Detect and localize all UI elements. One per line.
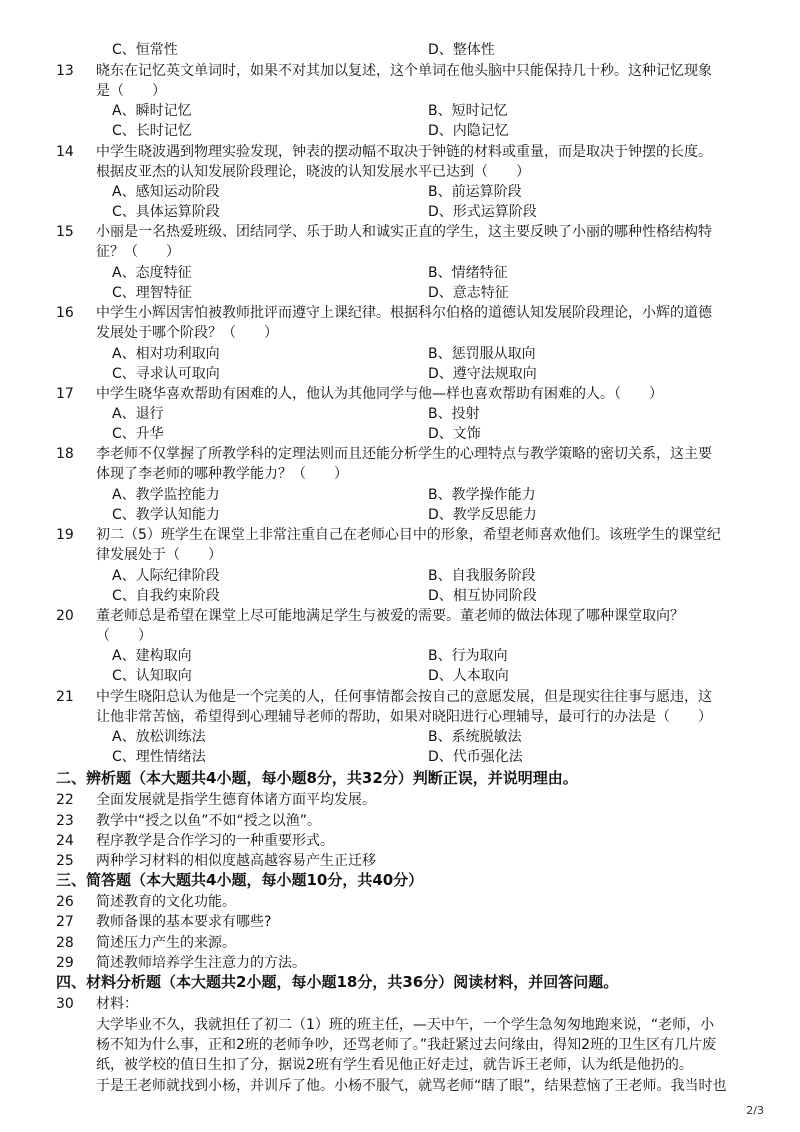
question-text-line: 教师备课的基本要求有哪些? — [96, 914, 272, 930]
option-right: D、人本取向 — [428, 668, 509, 684]
option-right: B、短时记忆 — [428, 103, 508, 119]
option-left: A、态度特征 — [112, 265, 192, 281]
option-right: D、整体性 — [428, 42, 495, 58]
option-right: D、形式运算阶段 — [428, 204, 537, 220]
question-text-line: （ ） — [96, 628, 152, 645]
option-left: C、理性情绪法 — [112, 749, 206, 765]
question-text-line: 征？（ ） — [96, 244, 180, 261]
question-number: 20 — [56, 608, 74, 624]
question-text-line: 简述教育的文化功能。 — [96, 894, 236, 910]
option-left: C、理智特征 — [112, 285, 192, 301]
question-number: 30 — [56, 996, 74, 1012]
question-number: 13 — [56, 63, 74, 79]
question-text-line: 初二（5）班学生在课堂上非常注重自己在老师心目中的形象，希望老师喜欢他们。该班学生的课堂纪 — [96, 527, 721, 543]
option-left: A、建构取向 — [112, 648, 192, 664]
question-number: 25 — [56, 853, 74, 869]
option-left: C、教学认知能力 — [112, 507, 220, 523]
option-left: C、寻求认可取向 — [112, 366, 220, 382]
question-text-line: 简述压力产生的来源。 — [96, 935, 236, 951]
question-text-line: 纸，被学校的值日生扣了分，据说2班有学生看见他正好走过，就告诉王老师，认为纸是他扔的。 — [96, 1057, 693, 1074]
question-number: 24 — [56, 833, 74, 849]
question-text-line: 李老师不仅掌握了所教学科的定理法则而且还能分析学生的心理特点与教学策略的密切关系，这主要 — [96, 446, 712, 462]
option-right: B、惩罚服从取向 — [428, 346, 536, 362]
question-text-line: 程序教学是合作学习的一种重要形式。 — [96, 833, 334, 849]
question-text-line: 大学毕业不久，我就担任了初二（1）班的班主任，—天中午，一个学生急匆匆地跑来说，“老师，小 — [96, 1017, 715, 1033]
option-right: D、内隐记忆 — [428, 123, 509, 139]
option-right: D、遵守法规取向 — [428, 366, 537, 382]
option-right: D、教学反思能力 — [428, 507, 537, 523]
option-right: B、自我服务阶段 — [428, 568, 536, 584]
option-left: C、升华 — [112, 426, 164, 442]
question-text-line: 于是王老师就找到小杨，并训斥了他。小杨不服气，就骂老师“瞎了眼”，结果惹恼了王老师。我当时也 — [96, 1077, 727, 1094]
question-text-line: 材料： — [96, 996, 138, 1012]
question-number: 26 — [56, 894, 74, 910]
option-right: B、教学操作能力 — [428, 487, 536, 503]
question-text-line: 中学生晓波遇到物理实验发现，钟表的摆动幅不取决于钟链的材料或重量，而是取决于钟摆的长度。 — [96, 144, 712, 160]
question-text-line: 中学生晓阳总认为他是一个完美的人，任何事情都会按自己的意愿发展，但是现实往往事与愿违，这 — [96, 689, 712, 705]
option-left: C、长时记忆 — [112, 123, 192, 139]
question-text-line: 中学生晓华喜欢帮助有困难的人，他认为其他同学与他—样也喜欢帮助有困难的人。（ ） — [96, 386, 663, 402]
option-left: A、教学监控能力 — [112, 487, 220, 503]
question-text-line: 晓东在记忆英文单词时，如果不对其加以复述，这个单词在他头脑中只能保持几十秒。这种记忆现象 — [96, 63, 712, 79]
option-right: D、文饰 — [428, 426, 481, 442]
option-right: B、系统脱敏法 — [428, 729, 522, 745]
question-text-line: 中学生小辉因害怕被教师批评而遵守上课纪律。根据科尔伯格的道德认知发展阶段理论，小辉的道德 — [96, 305, 712, 321]
question-text-line: 教学中“授之以鱼”不如“授之以渔”。 — [96, 813, 322, 829]
question-text-line: 小丽是一名热爱班级、团结同学、乐于助人和诚实正直的学生，这主要反映了小丽的哪种性格结构特 — [96, 224, 712, 240]
page-number: 2/3 — [746, 1104, 764, 1117]
question-number: 29 — [56, 955, 74, 971]
section-heading: 二、辨析题（本大题共4小题，每小题8分，共32分）判断正误，并说明理由。 — [56, 769, 578, 787]
option-left: A、人际纪律阶段 — [112, 568, 220, 584]
option-left: A、相对功利取向 — [112, 346, 220, 362]
option-left: A、退行 — [112, 406, 164, 422]
option-right: B、前运算阶段 — [428, 184, 522, 200]
question-number: 22 — [56, 792, 74, 808]
question-number: 28 — [56, 935, 74, 951]
section-heading: 三、简答题（本大题共4小题，每小题10分，共40分） — [56, 871, 424, 889]
question-number: 27 — [56, 914, 74, 930]
question-number: 16 — [56, 305, 74, 321]
question-number: 21 — [56, 689, 74, 705]
question-text-line: 董老师总是希望在课堂上尽可能地满足学生与被爱的需要。董老师的做法体现了哪种课堂取向？ — [96, 608, 684, 624]
question-text-line: 简述教师培养学生注意力的方法。 — [96, 955, 306, 971]
option-right: D、相互协同阶段 — [428, 588, 537, 604]
question-number: 14 — [56, 144, 74, 160]
option-left: A、放松训练法 — [112, 729, 206, 745]
question-number: 15 — [56, 224, 74, 240]
question-text-line: 是（ ） — [96, 83, 166, 100]
option-left: C、自我约束阶段 — [112, 588, 220, 604]
section-heading: 四、材料分析题（本大题共2小题，每小题18分，共36分）阅读材料，并回答问题。 — [56, 973, 619, 991]
question-number: 17 — [56, 386, 74, 402]
question-number: 23 — [56, 813, 74, 829]
option-left: C、恒常性 — [112, 42, 178, 58]
question-number: 19 — [56, 527, 74, 543]
option-right: B、情绪特征 — [428, 265, 508, 281]
question-text-line: 体现了李老师的哪种教学能力？（ ） — [96, 466, 348, 483]
question-text-line: 杨不知为什么事，正和2班的老师争吵，还骂老师了。”我赶紧过去问缘由，得知2班的卫生区有几片废 — [96, 1037, 717, 1054]
option-right: D、代币强化法 — [428, 749, 523, 765]
question-text-line: 根据皮亚杰的认知发展阶段理论，晓波的认知发展水平已达到（ ） — [96, 164, 530, 181]
question-text-line: 发展处于哪个阶段？（ ） — [96, 325, 278, 342]
question-text-line: 律发展处于（ ） — [96, 547, 222, 564]
question-text-line: 全面发展就是指学生德育体诸方面平均发展。 — [96, 792, 376, 808]
option-left: C、认知取向 — [112, 668, 192, 684]
option-left: C、具体运算阶段 — [112, 204, 220, 220]
option-right: B、行为取向 — [428, 648, 508, 664]
option-left: A、感知运动阶段 — [112, 184, 220, 200]
option-right: D、意志特征 — [428, 285, 509, 301]
option-left: A、瞬时记忆 — [112, 103, 192, 119]
question-number: 18 — [56, 446, 74, 462]
question-text-line: 两种学习材料的相似度越高越容易产生正迁移 — [96, 853, 376, 869]
question-text-line: 让他非常苦恼，希望得到心理辅导老师的帮助，如果对晓阳进行心理辅导，最可行的办法是（ ） — [96, 709, 712, 726]
option-right: B、投射 — [428, 406, 480, 422]
